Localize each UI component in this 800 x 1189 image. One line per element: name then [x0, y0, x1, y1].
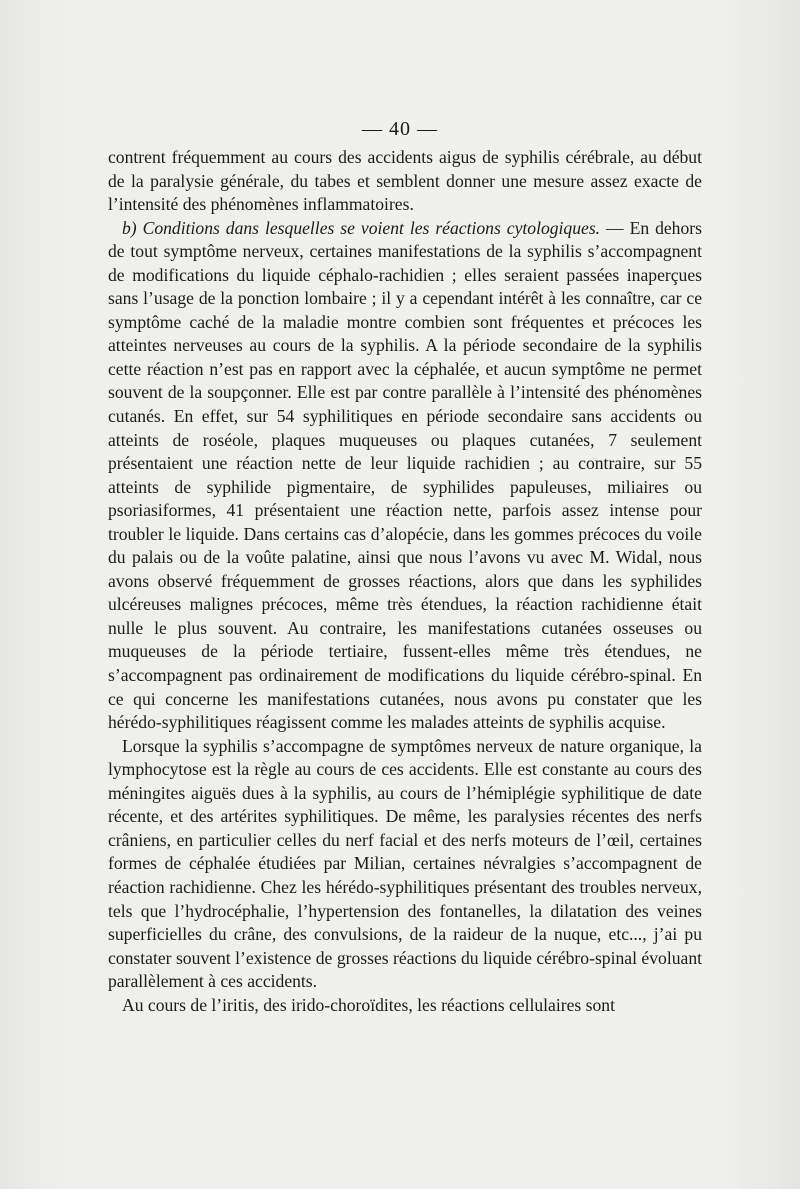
paragraph-3-text: Lorsque la syphilis s’accompagne de symptômes nerveux de nature organique, la lymphocytose est la règle au cours de ces accidents. Elle est constante au cours des méningites aiguës dues à la syphilis, au cours de l’hémiplégie syphilitique de date récente, et des artérites syphilitiques. De même, les paralysies récentes des nerfs crâniens, en particulier celles du nerf facial et des nerfs moteurs de l’œil, certaines formes de céphalée étudiées par Milian, certaines névralgies s’accompagnent de réaction rachidienne. Chez les hérédo-syphilitiques présentant des troubles nerveux, tels que l’hydrocéphalie, l’hypertension des fontanelles, la dilatation des veines superficielles du crâne, des convulsions, de la raideur de la nuque, etc..., j’ai pu constater souvent l’existence de grosses réactions du liquide cérébro-spinal évoluant parallèlement à ces accidents. — [108, 735, 702, 992]
paragraph-2-text: — En dehors de tout symptôme nerveux, certaines manifestations de la syphilis s’accompagnent de modifications du liquide céphalo-rachidien ; elles seraient passées inaperçues sans l’usage de la ponction lombaire ; il y a cependant intérêt à les connaître, car ce symptôme caché de la maladie montre combien sont fréquentes et précoces les atteintes nerveuses au cours de la syphilis. A la période secondaire de la syphilis cette réaction n’est pas en rapport avec la céphalée, et aucun symptôme ne permet souvent de la soupçonner. Elle est par contre parallèle à l’intensité des phénomènes cutanés. En effet, sur 54 syphilitiques en période secondaire sans accidents ou atteints de roséole, plaques muqueuses ou plaques cutanées, 7 seulement présentaient une réaction nette de leur liquide rachidien ; au contraire, sur 55 atteints de syphilide pigmentaire, de syphilides papuleuses, miliaires ou psoriasiformes, 41 présentaient une réaction nette, parfois assez intense pour troubler le liquide. Dans certains cas d’alopécie, dans les gommes précoces du voile du palais ou de la voûte palatine, ainsi que nous l’avons vu avec M. Widal, nous avons observé fréquemment de grosses réactions, alors que dans les syphilides ulcéreuses malignes précoces, même très étendues, la réaction rachidienne était nulle le plus souvent. Au contraire, les manifestations cutanées osseuses ou muqueuses de la période tertiaire, fussent-elles même très étendues, ne s’accompagnent pas ordinairement de modifications du liquide cérébro-spinal. En ce qui concerne les manifestations cutanées, nous avons pu constater que les hérédo-syphilitiques réagissent comme les malades atteints de syphilis acquise. — [108, 217, 702, 733]
paragraph-4 — [108, 994, 702, 1018]
paragraph-3 — [108, 735, 702, 994]
section-heading-b: b) Conditions dans lesquelles se voient les réactions cytologiques. — [122, 217, 601, 238]
body-text — [108, 146, 702, 1017]
page-number: — 40 — — [362, 118, 438, 140]
paragraph-1 — [108, 146, 702, 217]
paragraph-2 — [108, 217, 702, 735]
paragraph-1-text: contrent fréquemment au cours des accidents aigus de syphilis cérébrale, au début de la paralysie générale, du tabes et semblent donner une mesure assez exacte de l’intensité des phénomènes inflammatoires. — [108, 147, 702, 215]
paragraph-4-text: Au cours de l’iritis, des irido-choroïdites, les réactions cellulaires sont — [122, 994, 615, 1015]
